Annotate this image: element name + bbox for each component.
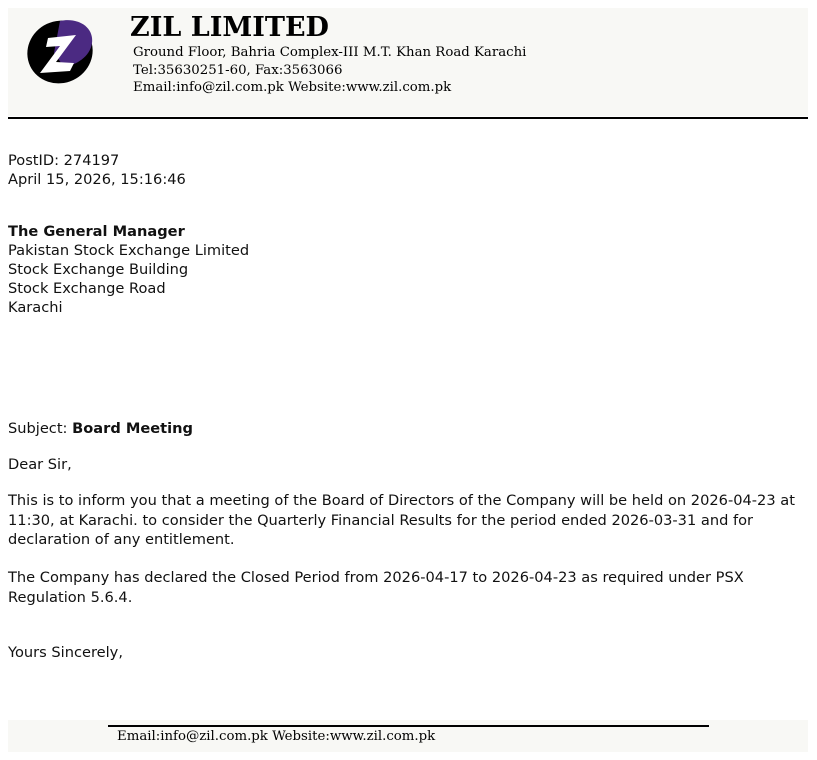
- recipient-line-1: Pakistan Stock Exchange Limited: [8, 242, 250, 259]
- recipient-line-3: Stock Exchange Road: [8, 280, 166, 297]
- subject-text: Board Meeting: [72, 420, 193, 437]
- company-name: ZIL LIMITED: [130, 12, 329, 43]
- company-phone-fax: Tel:35630251-60, Fax:3563066: [133, 63, 343, 78]
- letterhead: [8, 8, 808, 116]
- subject-label: Subject:: [8, 420, 73, 437]
- zil-z-logo-icon: [26, 19, 94, 85]
- post-id: PostID: 274197: [8, 152, 120, 169]
- body-paragraph-2: The Company has declared the Closed Period from 2026-04-17 to 2026-04-23 as required under PSX Regulation 5.6.4.: [8, 569, 744, 606]
- post-datetime: April 15, 2026, 15:16:46: [8, 171, 186, 188]
- subject-line: [8, 420, 193, 437]
- company-email-website: Email:info@zil.com.pk Website:www.zil.com.pk: [133, 80, 452, 95]
- salutation: Dear Sir,: [8, 456, 72, 473]
- recipient-line-2: Stock Exchange Building: [8, 261, 189, 278]
- footer-email-website: Email:info@zil.com.pk Website:www.zil.com.pk: [117, 729, 436, 744]
- body-paragraph-1: This is to inform you that a meeting of the Board of Directors of the Company will be held on 2026-04-23 at 11:30, at Karachi. to consider the Quarterly Financial Results for the period ended 2026-03-31 and for declaration of any entitlement.: [8, 492, 795, 548]
- footer-divider: [108, 725, 709, 727]
- recipient-city: Karachi: [8, 299, 63, 316]
- closing: Yours Sincerely,: [8, 644, 123, 661]
- recipient-title: The General Manager: [8, 223, 185, 240]
- header-divider: [8, 117, 808, 119]
- company-address: Ground Floor, Bahria Complex-III M.T. Khan Road Karachi: [133, 45, 527, 60]
